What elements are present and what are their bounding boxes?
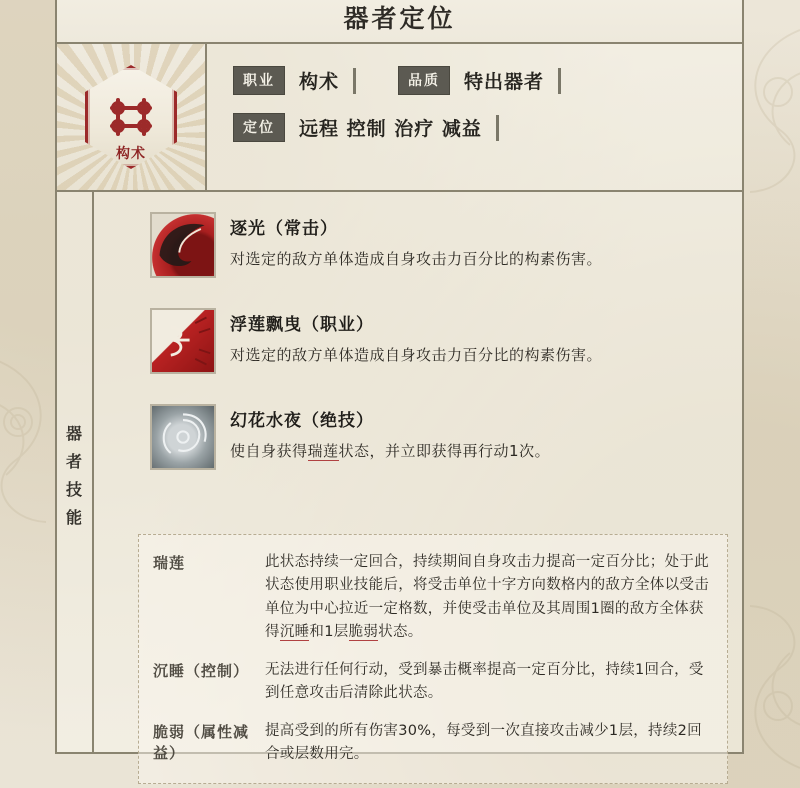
lotus-glyph-icon (152, 310, 214, 372)
section-label-text: 器者技能 (65, 424, 84, 527)
skill-desc: 对选定的敌方单体造成自身攻击力百分比的构素伤害。 (230, 250, 603, 268)
tag-value-quality: 特出器者 (464, 71, 545, 93)
status-name: 沉睡（控制） (153, 661, 250, 680)
knot-emblem-icon (100, 86, 162, 148)
water-flower-skill-icon (150, 404, 216, 470)
skill-desc: 对选定的敌方单体造成自身攻击力百分比的构素伤害。 (230, 346, 603, 364)
status-link-chenshui: 沉睡 (279, 624, 310, 641)
status-row (153, 720, 709, 767)
swirl-glyph-icon (152, 406, 214, 468)
status-link-ruilian: 瑞莲 (307, 442, 339, 460)
page-title-text: 器者定位 (343, 4, 456, 33)
skill-desc (230, 440, 550, 463)
section-label-skills (58, 420, 92, 532)
scythe-glyph-icon (152, 214, 214, 276)
profile-row (57, 44, 742, 192)
skill-name: 浮莲飘曳（职业） (230, 315, 374, 335)
skill-name: 幻花水夜（绝技） (230, 411, 374, 431)
emblem-class-label: 构术 (116, 146, 146, 162)
page-title (57, 0, 742, 44)
skill-text (216, 308, 602, 374)
skill-item[interactable] (150, 212, 730, 278)
status-name: 脆弱（属性减益） (153, 722, 250, 762)
status-definitions-box (138, 534, 728, 784)
tag-key-profession: 职业 (233, 66, 285, 95)
tag-value-role: 远程 控制 治疗 减益 (299, 118, 482, 140)
tag-key-role: 定位 (233, 113, 285, 142)
skill-name: 逐光（常击） (230, 219, 338, 239)
status-link-cuiruo: 脆弱 (348, 624, 379, 641)
skill-text (216, 404, 550, 470)
tag-end-cap (353, 68, 356, 94)
tag-line-2 (233, 113, 742, 142)
status-desc-part: 状态。 (378, 624, 423, 641)
tag-line-1 (233, 66, 742, 95)
class-emblem (85, 65, 177, 169)
status-row (153, 551, 709, 645)
profile-tags (207, 44, 742, 190)
status-desc (265, 551, 709, 645)
tag-end-cap (558, 68, 561, 94)
skill-desc-part: 状态，并立即获得再行动1次。 (338, 442, 551, 460)
status-row (153, 659, 709, 706)
status-desc: 提高受到的所有伤害30%，每受到一次直接攻击减少1层，持续2回合或层数用完。 (265, 722, 702, 763)
tag-key-quality: 品质 (398, 66, 450, 95)
skill-desc-part: 使自身获得 (230, 442, 308, 460)
tag-value-profession: 构术 (299, 71, 340, 93)
status-desc-part: 和1层 (309, 624, 349, 641)
status-desc: 无法进行任何行动，受到暴击概率提高一定百分比，持续1回合，受到任意攻击后清除此状态。 (265, 661, 704, 702)
status-desc-part: 此状态持续一定回合，持续期间自身攻击力提高一定百分比；处于此状态使用职业技能后，将受击单位十字方向数格内的敌方全体以受击单位为中心拉近一定格数，并使受击单位及其周围1圈的敌方全体获得 (265, 554, 709, 641)
emblem-cell (57, 44, 207, 190)
skill-list (150, 212, 730, 500)
tag-end-cap (496, 115, 499, 141)
status-name: 瑞莲 (153, 554, 186, 572)
scythe-skill-icon (150, 212, 216, 278)
lotus-skill-icon (150, 308, 216, 374)
skill-item[interactable] (150, 404, 730, 470)
skill-item[interactable] (150, 308, 730, 374)
skill-text (216, 212, 602, 278)
